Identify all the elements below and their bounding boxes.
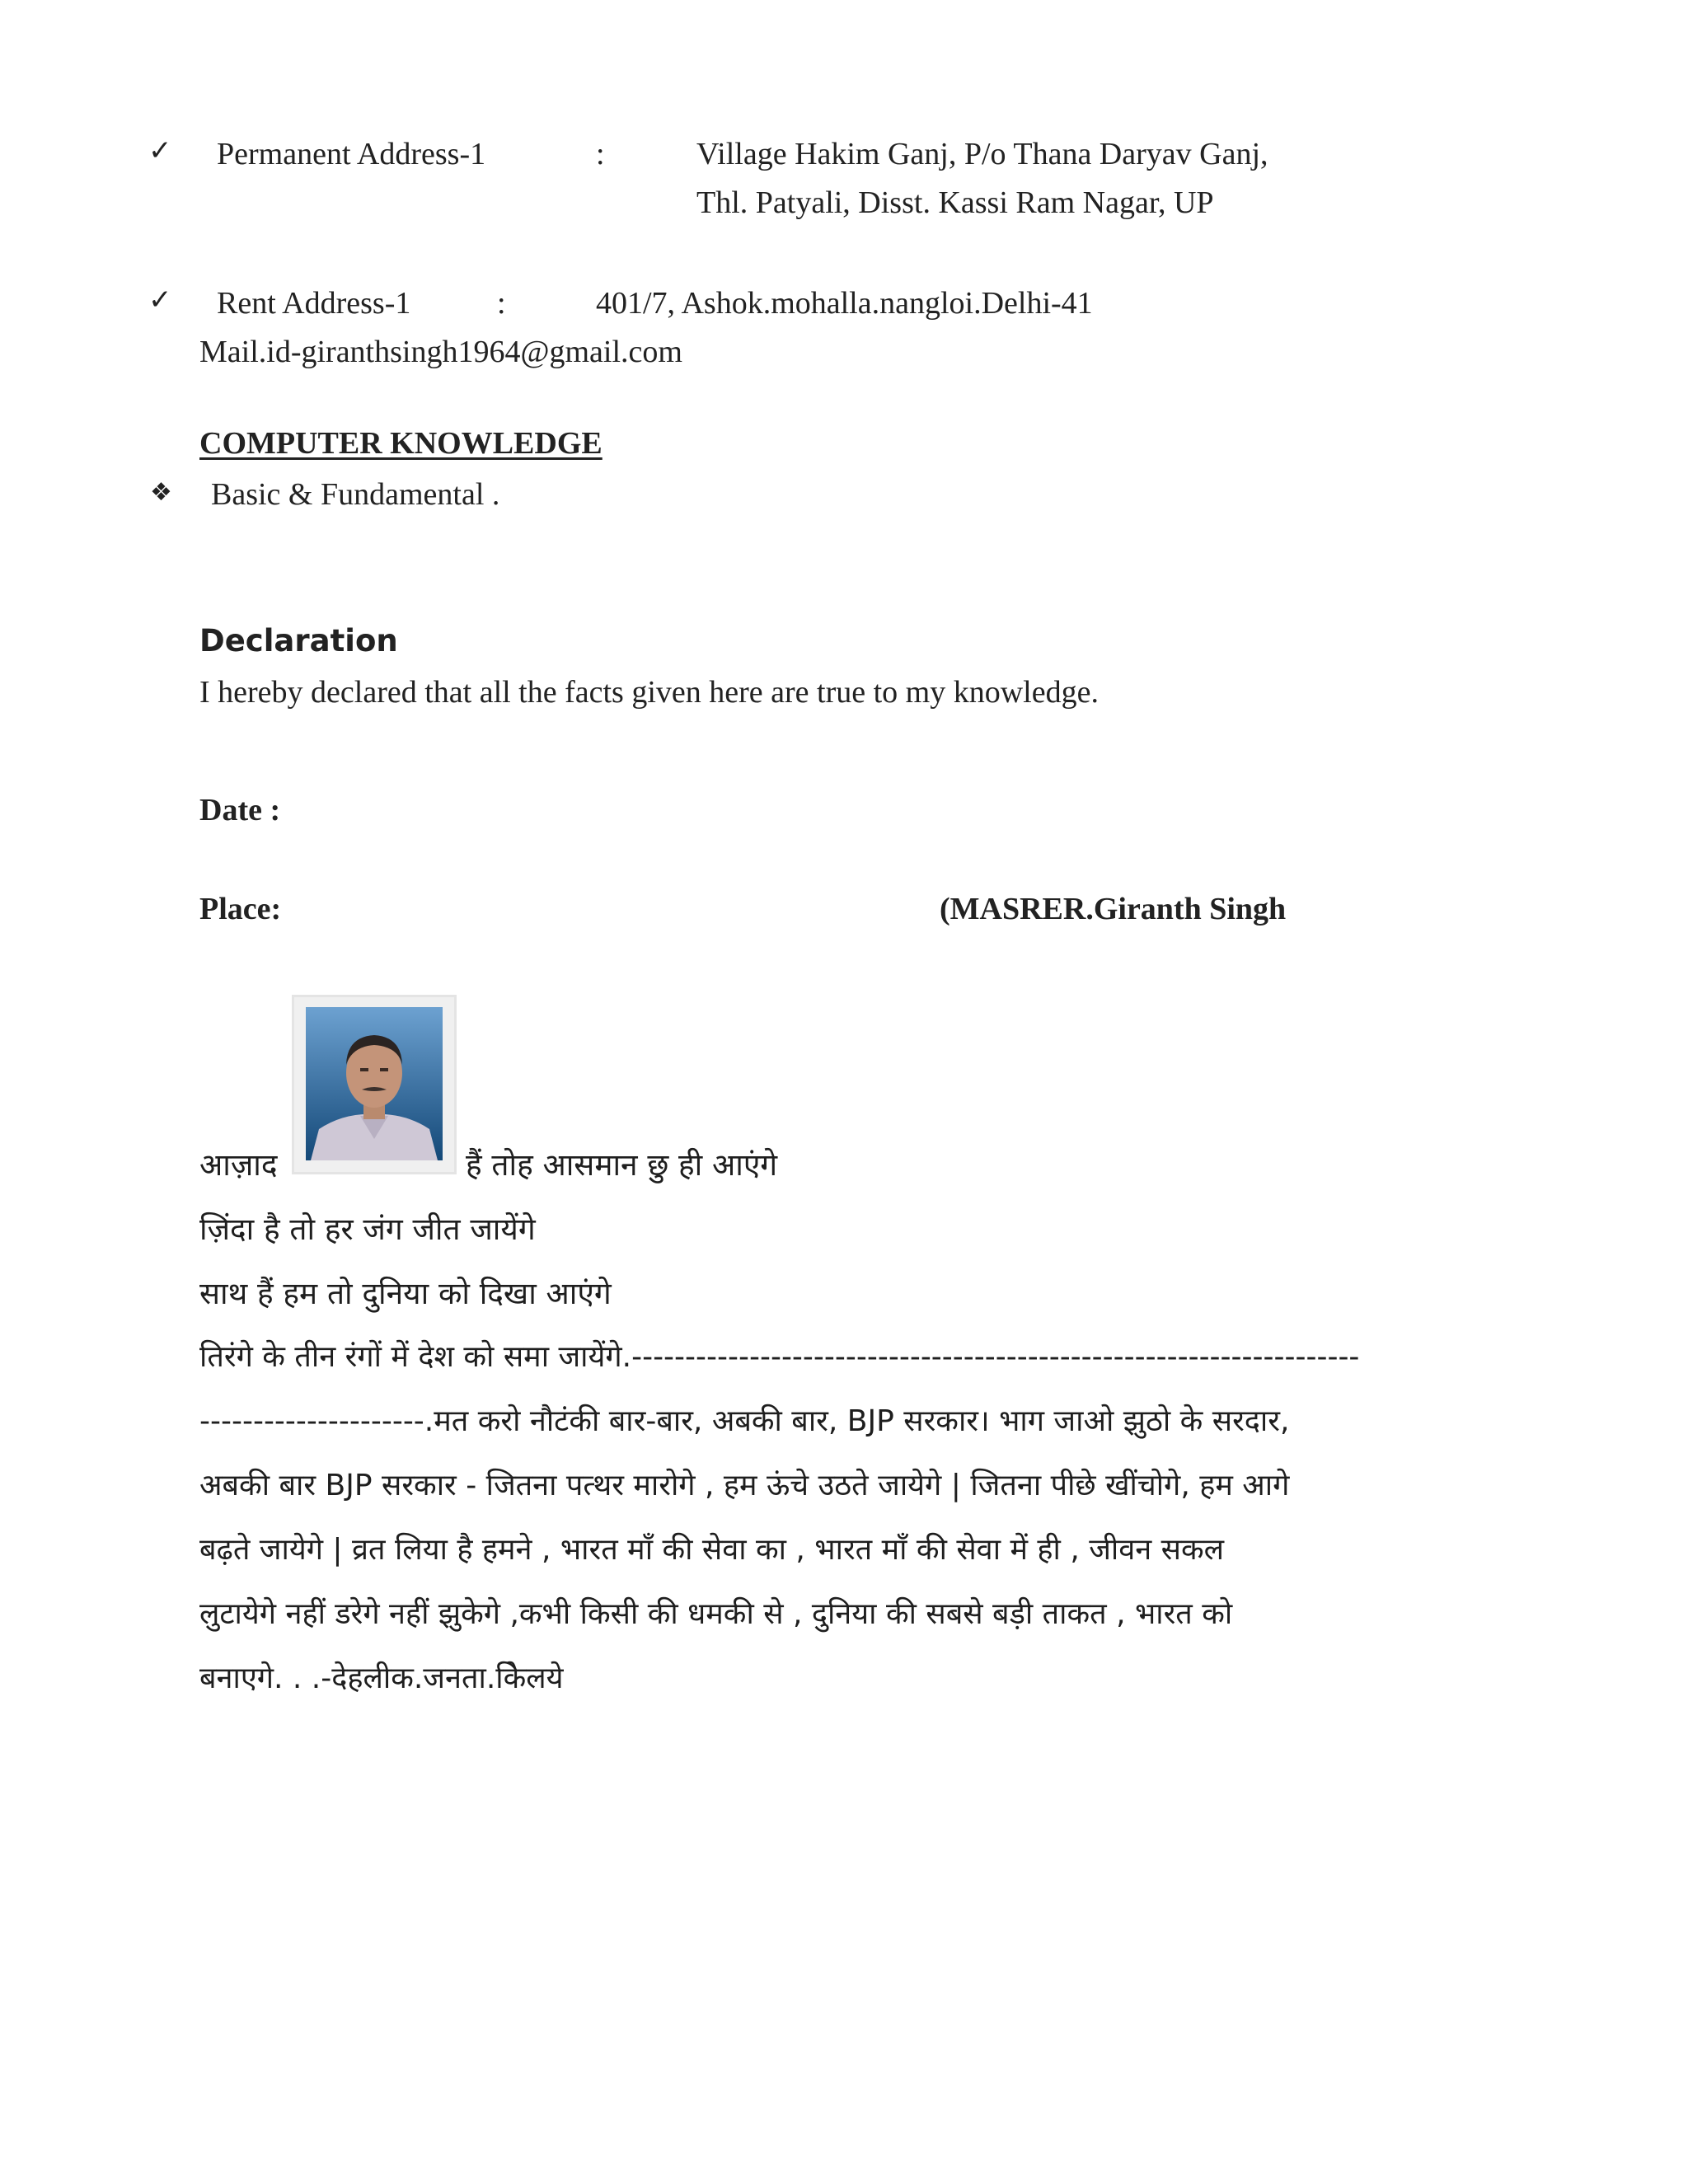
- declaration-heading: Declaration: [199, 623, 398, 658]
- checkmark-icon: ✓: [148, 284, 172, 316]
- rent-address-value: 401/7, Ashok.mohalla.nangloi.Delhi-41: [596, 286, 1093, 321]
- mail-id: Mail.id-giranthsingh1964@gmail.com: [199, 335, 682, 369]
- rent-address-colon: :: [497, 286, 506, 321]
- poem-line-9: बनाएगे. . .-देहलीक.जनता.केिलये: [199, 1661, 564, 1695]
- poem-line-6: अबकी बार BJP सरकार - जितना पत्थर मारोगे , हम ऊंचे उठते जायेगे | जितना पीछे खींचोगे, हम आगे: [199, 1469, 1290, 1502]
- declaration-text: I hereby declared that all the facts given here are true to my knowledge.: [199, 675, 1099, 710]
- permanent-address-line1: Village Hakim Ganj, P/o Thana Daryav Ganj,: [696, 137, 1268, 171]
- permanent-address-label: Permanent Address-1: [217, 137, 486, 171]
- computer-knowledge-heading: COMPUTER KNOWLEDGE: [199, 426, 603, 461]
- poem-line-3: साथ हैं हम तो दुनिया को दिखा आएंगे: [199, 1276, 612, 1311]
- date-label: Date :: [199, 793, 281, 827]
- diamond-bullet-icon: ❖: [150, 478, 172, 507]
- checkmark-icon: ✓: [148, 134, 172, 167]
- poem-line-8: लुटायेगे नहीं डरेगे नहीं झुकेगे ,कभी किसी की धमकी से , दुनिया की सबसे बड़ी ताकत , भारत को: [199, 1597, 1233, 1631]
- profile-photo-image: [294, 997, 454, 1172]
- poem-line-5: ---------------------.मत करो नौटंकी बार-बार, अबकी बार, BJP सरकार। भाग जाओ झुठो के सरदार,: [199, 1404, 1290, 1438]
- permanent-address-colon: :: [596, 137, 605, 171]
- poem-line-4: तिरंगे के तीन रंगों में देश को समा जायेंगे.--------------------------------------------------------------------: [199, 1340, 1360, 1374]
- poem-line-1-start: आज़ाद: [199, 1147, 278, 1183]
- place-label: Place:: [199, 892, 282, 926]
- poem-line-7: बढ़ते जायेगे | व्रत लिया है हमने , भारत माँ की सेवा का , भारत माँ की सेवा में ही , जीवन सकल: [199, 1533, 1225, 1567]
- poem-line-2: ज़िंदा है तो हर जंग जीत जायेंगे: [199, 1212, 536, 1247]
- poem-line-1-end: हैं तोह आसमान छु ही आएंगे: [466, 1147, 778, 1183]
- permanent-address-line2: Thl. Patyali, Disst. Kassi Ram Nagar, UP: [696, 185, 1214, 220]
- computer-knowledge-item: Basic & Fundamental .: [211, 477, 500, 512]
- rent-address-label: Rent Address-1: [217, 286, 411, 321]
- signature: (MASRER.Giranth Singh: [940, 892, 1287, 926]
- profile-photo: [292, 995, 457, 1174]
